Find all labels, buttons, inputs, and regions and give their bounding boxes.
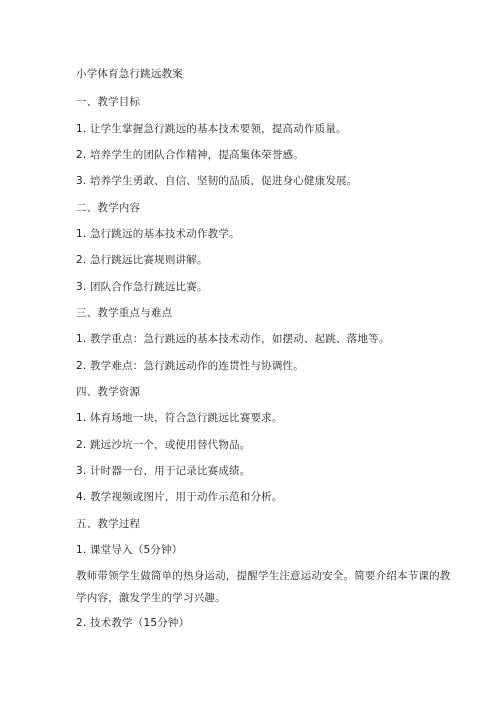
text-line: 2. 技术教学（15分钟） [76,617,190,629]
section-heading-key-points: 三、教学重点与难点 [76,307,173,319]
text-line: 学内容，激发学生的学习兴趣。 [76,592,226,604]
section-heading-resources: 四、教学资源 [76,386,141,398]
text-line: 教师带领学生做简单的热身运动，提醒学生注意运动安全。简要介绍本节课的教 [76,570,451,582]
text-line: 3. 团队合作急行跳远比赛。 [76,281,208,293]
text-line: 1. 急行跳远的基本技术动作教学。 [76,228,240,240]
text-line: 1. 让学生掌握急行跳远的基本技术要领，提高动作质量。 [76,123,347,135]
text-line: 2. 跳远沙坑一个，或使用替代物品。 [76,439,251,451]
section-heading-objectives: 一、教学目标 [76,96,141,108]
section-heading-process: 五、教学过程 [76,518,141,530]
document-title: 小学体育急行跳远教案 [76,68,183,80]
section-heading-content: 二、教学内容 [76,202,141,214]
text-line: 1. 体育场地一块，符合急行跳远比赛要求。 [76,412,283,424]
text-line: 2. 教学难点：急行跳远动作的连贯性与协调性。 [76,360,304,372]
text-line: 3. 培养学生勇敢、自信、坚韧的品质，促进身心健康发展。 [76,175,358,187]
text-line: 2. 急行跳远比赛规则讲解。 [76,254,208,266]
text-line: 3. 计时器一台，用于记录比赛成绩。 [76,465,251,477]
text-line: 2. 培养学生的团队合作精神，提高集体荣誉感。 [76,149,304,161]
text-line: 1. 教学重点：急行跳远的基本技术动作，如摆动、起跳、落地等。 [76,333,390,345]
text-line: 4. 教学视频或图片，用于动作示范和分析。 [76,491,283,503]
text-line: 1. 课堂导入（5分钟） [76,544,183,556]
